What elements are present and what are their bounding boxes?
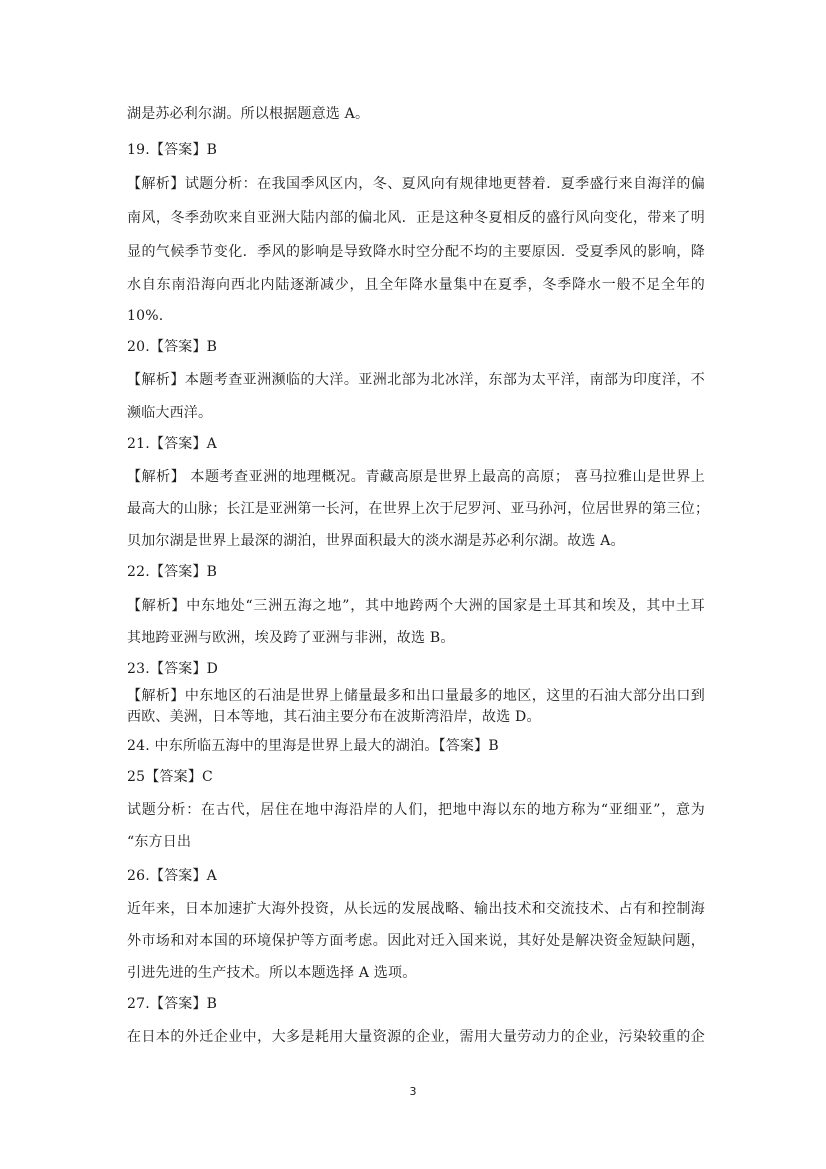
text-line: 10%. (127, 308, 164, 324)
text-line: 贝加尔湖是世界上最深的湖泊，世界面积最大的淡水湖是苏必利尔湖。故选 A。 (127, 533, 625, 549)
text-line: 濒临大西洋。 (127, 405, 213, 421)
text-line: 水自东南沿海向西北内陆逐渐减少，且全年降水量集中在夏季，冬季降水一般不足全年的 (127, 277, 705, 293)
text-line: 在日本的外迁企业中，大多是耗用大量资源的企业，需用大量劳动力的企业，污染较重的企 (127, 1029, 705, 1045)
text-line: 【解析】 本题考查亚洲的地理概况。青藏高原是世界上最高的高原； 喜马拉雅山是世界上 (127, 469, 705, 485)
page-number: 3 (409, 1085, 417, 1098)
text-line: 近年来，日本加速扩大海外投资，从长远的发展战略、输出技术和交流技术、占有和控制海 (127, 901, 705, 917)
text-line: 显的气候季节变化．季风的影响是导致降水时空分配不均的主要原因．受夏季风的影响，降 (127, 244, 705, 260)
answer-heading-20: 20.【答案】B (127, 339, 218, 355)
answer-heading-24: 24. 中东所临五海中的里海是世界上最大的湖泊。【答案】B (127, 738, 499, 754)
text-line: 试题分析：在古代，居住在地中海沿岸的人们，把地中海以东的地方称为“亚细亚”，意为 (127, 802, 705, 818)
text-line: 引进先进的生产技术。所以本题选择 A 选项。 (127, 965, 417, 981)
answer-heading-23: 23.【答案】D (127, 661, 219, 677)
text-line: “东方日出 (127, 834, 192, 850)
text-line: 最高大的山脉；长江是亚洲第一长河，在世界上次于尼罗河、亚马孙河，位居世界的第三位； (127, 501, 710, 517)
text-line: 【解析】中东地处“三洲五海之地”，其中地跨两个大洲的国家是土耳其和埃及，其中土耳 (127, 598, 705, 614)
text-line: 【解析】本题考查亚洲濒临的大洋。亚洲北部为北冰洋，东部为太平洋，南部为印度洋，不 (127, 372, 705, 388)
text-line: 其地跨亚洲与欧洲，埃及跨了亚洲与非洲，故选 B。 (127, 630, 455, 646)
answer-heading-26: 26.【答案】A (127, 868, 217, 884)
answer-heading-22: 22.【答案】B (127, 564, 218, 580)
answer-heading-25: 25【答案】C (127, 769, 213, 785)
answer-heading-27: 27.【答案】B (127, 996, 218, 1012)
answer-heading-21: 21.【答案】A (127, 436, 217, 452)
text-line: 外市场和对本国的环境保护等方面考虑。因此对迁入国来说，其好处是解决资金短缺问题， (127, 933, 705, 949)
text-line: 【解析】中东地区的石油是世界上储量最多和出口量最多的地区，这里的石油大部分出口到 (127, 688, 705, 704)
text-line: 【解析】试题分析：在我国季风区内，冬、夏风向有规律地更替着．夏季盛行来自海洋的偏 (127, 176, 705, 192)
text-line: 湖是苏必利尔湖。所以根据题意选 A。 (127, 106, 370, 122)
text-line: 西欧、美洲，日本等地，其石油主要分布在波斯湾沿岸，故选 D。 (127, 709, 541, 725)
answer-heading-19: 19.【答案】B (127, 142, 218, 158)
text-line: 南风，冬季劲吹来自亚洲大陆内部的偏北风．正是这种冬夏相反的盛行风向变化，带来了明 (127, 210, 705, 226)
